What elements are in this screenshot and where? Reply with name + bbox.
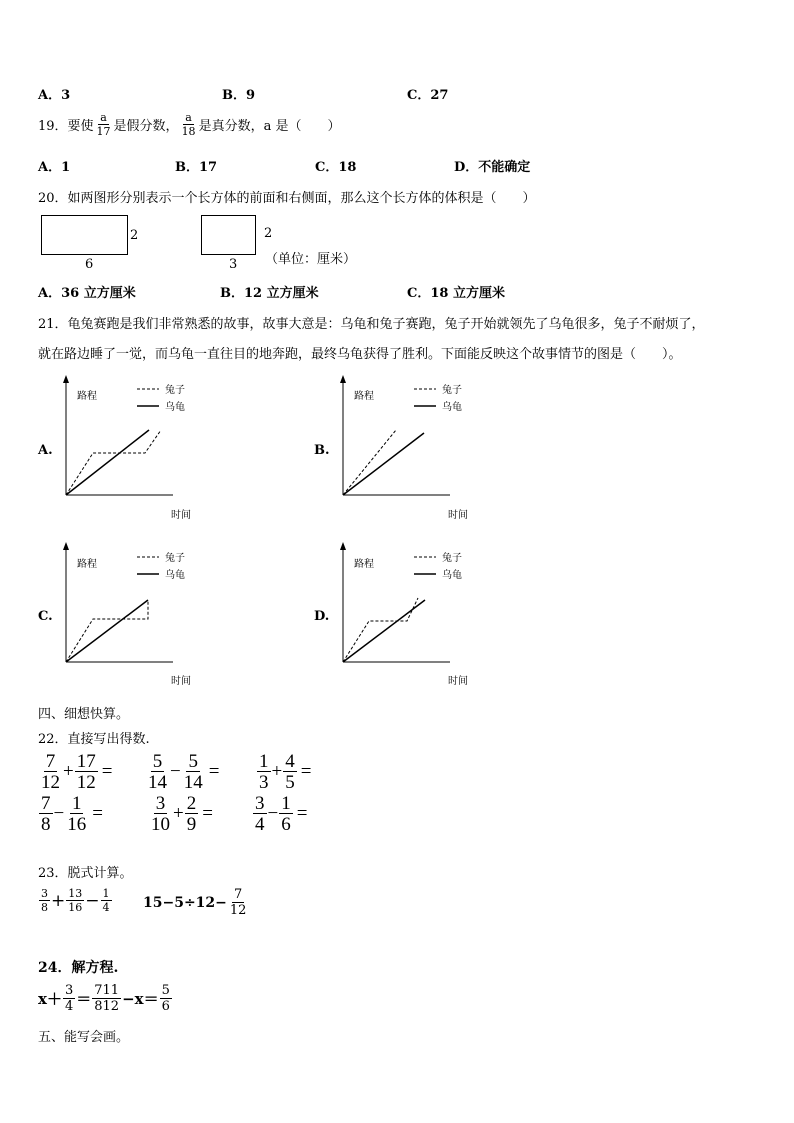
q20-option-a[interactable]: A．36 立方厘米 xyxy=(38,286,136,301)
q19-stem xyxy=(38,112,340,137)
q22-item-3: $\frac{1}{3}$ + $\frac{4}{5}$ = xyxy=(259,751,312,793)
q22-item-1: $\frac{7}{12}$ + $\frac{17}{12}$ = xyxy=(41,751,113,793)
graph-b-rabbit-line xyxy=(343,430,396,495)
graph-d-legend-turtle: 乌龟 xyxy=(442,570,462,581)
q19-tail-text: 是真分数，a 是（ ） xyxy=(198,119,341,134)
section-5-heading: 五、能写会画。 xyxy=(38,1030,130,1045)
q20-front-rectangle xyxy=(41,215,128,255)
q21-stem-line1: 21．龟兔赛跑是我们非常熟悉的故事，故事大意是：乌龟和兔子赛跑，兔子开始就领先了乌龟很多，兔子不耐烦了， xyxy=(38,317,705,332)
graph-a-ylabel: 路程 xyxy=(77,391,97,402)
graph-c-turtle-line xyxy=(66,600,148,662)
graph-c-legend-turtle: 乌龟 xyxy=(165,570,185,581)
q22-item-6: $\frac{3}{4}$ − $\frac{1}{6}$ = xyxy=(255,793,308,835)
graph-c[interactable] xyxy=(55,542,205,692)
graph-c-option-label[interactable]: C. xyxy=(38,609,53,624)
q20-option-c[interactable]: C．18 立方厘米 xyxy=(407,286,505,301)
q21-stem-line2: 就在路边睡了一觉，而乌龟一直往目的地奔跑，最终乌龟获得了胜利。下面能反映这个故事情节的图是（ ）。 xyxy=(38,347,682,362)
graph-a-turtle-line xyxy=(66,430,149,495)
q20-option-b[interactable]: B．12 立方厘米 xyxy=(220,286,319,301)
q18-option-a[interactable]: A．3 xyxy=(38,88,71,103)
q19-number: 19．要使 xyxy=(38,119,94,134)
q22-item-4: $\frac{7}{8}$ − $\frac{1}{16}$ = xyxy=(41,793,103,835)
graph-a-option-label[interactable]: A. xyxy=(38,443,53,458)
q19-mid-text: 是假分数， xyxy=(113,119,179,134)
q19-option-b[interactable]: B．17 xyxy=(175,160,218,175)
q20-rect2-width-label: 3 xyxy=(229,257,238,272)
graph-d-ylabel: 路程 xyxy=(354,559,374,570)
graph-a[interactable] xyxy=(55,375,205,525)
q20-rect1-width-label: 6 xyxy=(85,257,94,272)
graph-b-ylabel: 路程 xyxy=(354,391,374,402)
q22-title: 22．直接写出得数. xyxy=(38,732,150,747)
graph-a-xlabel: 时间 xyxy=(171,510,191,521)
section-4-heading: 四、细想快算。 xyxy=(38,707,130,722)
q20-side-rectangle xyxy=(201,215,256,255)
graph-d-xlabel: 时间 xyxy=(448,676,468,687)
graph-b-legend-turtle: 乌龟 xyxy=(442,402,462,413)
graph-b[interactable] xyxy=(332,375,482,525)
graph-a-rabbit-line xyxy=(66,430,161,495)
q20-stem: 20．如两图形分别表示一个长方体的前面和右侧面，那么这个长方体的体积是（ ） xyxy=(38,191,536,206)
graph-c-ylabel: 路程 xyxy=(77,559,97,570)
q18-option-b[interactable]: B．9 xyxy=(222,88,256,103)
q19-fraction-a-18: $\frac{a}{18}$ xyxy=(181,111,196,138)
q20-rect1-height-label: 2 xyxy=(130,228,139,243)
graph-d-legend-rabbit: 兔子 xyxy=(442,553,462,564)
graph-b-legend-rabbit: 兔子 xyxy=(442,385,462,396)
graph-a-legend-rabbit: 兔子 xyxy=(165,385,185,396)
q24-title: 24．解方程. xyxy=(38,960,119,976)
q23-expression-1: $\frac{3}{8}$ + $\frac{13}{16}$ − $\frac{1}{4}$ xyxy=(41,887,110,914)
q19-option-a[interactable]: A．1 xyxy=(38,160,71,175)
graph-b-turtle-line xyxy=(343,433,424,495)
graph-d[interactable] xyxy=(332,542,482,692)
q22-item-5: $\frac{3}{10}$ + $\frac{2}{9}$ = xyxy=(151,793,213,835)
graph-d-turtle-line xyxy=(343,600,425,662)
graph-b-xlabel: 时间 xyxy=(448,510,468,521)
q19-fraction-a-17: $\frac{a}{17}$ xyxy=(96,111,111,138)
q22-item-2: $\frac{5}{14}$ − $\frac{5}{14}$ = xyxy=(148,751,220,793)
graph-d-option-label[interactable]: D. xyxy=(314,609,330,624)
q18-option-c[interactable]: C．27 xyxy=(407,88,449,103)
graph-c-legend-rabbit: 兔子 xyxy=(165,553,185,564)
q19-option-d[interactable]: D．不能确定 xyxy=(454,160,531,175)
q23-expression-2: 15−5÷12− $\frac{7}{12}$ xyxy=(143,887,247,918)
q19-option-c[interactable]: C．18 xyxy=(315,160,357,175)
graph-b-option-label[interactable]: B. xyxy=(314,443,330,458)
q23-title: 23．脱式计算。 xyxy=(38,866,133,881)
graph-a-legend-turtle: 乌龟 xyxy=(165,402,185,413)
q24-equation: x＋ $\frac{3}{4}$ ＝ $\frac{711}{812}$ −x＝ $\frac{5}{6}$ xyxy=(38,983,170,1014)
q20-unit-note: （单位：厘米） xyxy=(265,252,357,267)
graph-d-rabbit-line xyxy=(343,598,418,662)
graph-c-xlabel: 时间 xyxy=(171,676,191,687)
q20-rect2-height-label: 2 xyxy=(264,226,273,241)
